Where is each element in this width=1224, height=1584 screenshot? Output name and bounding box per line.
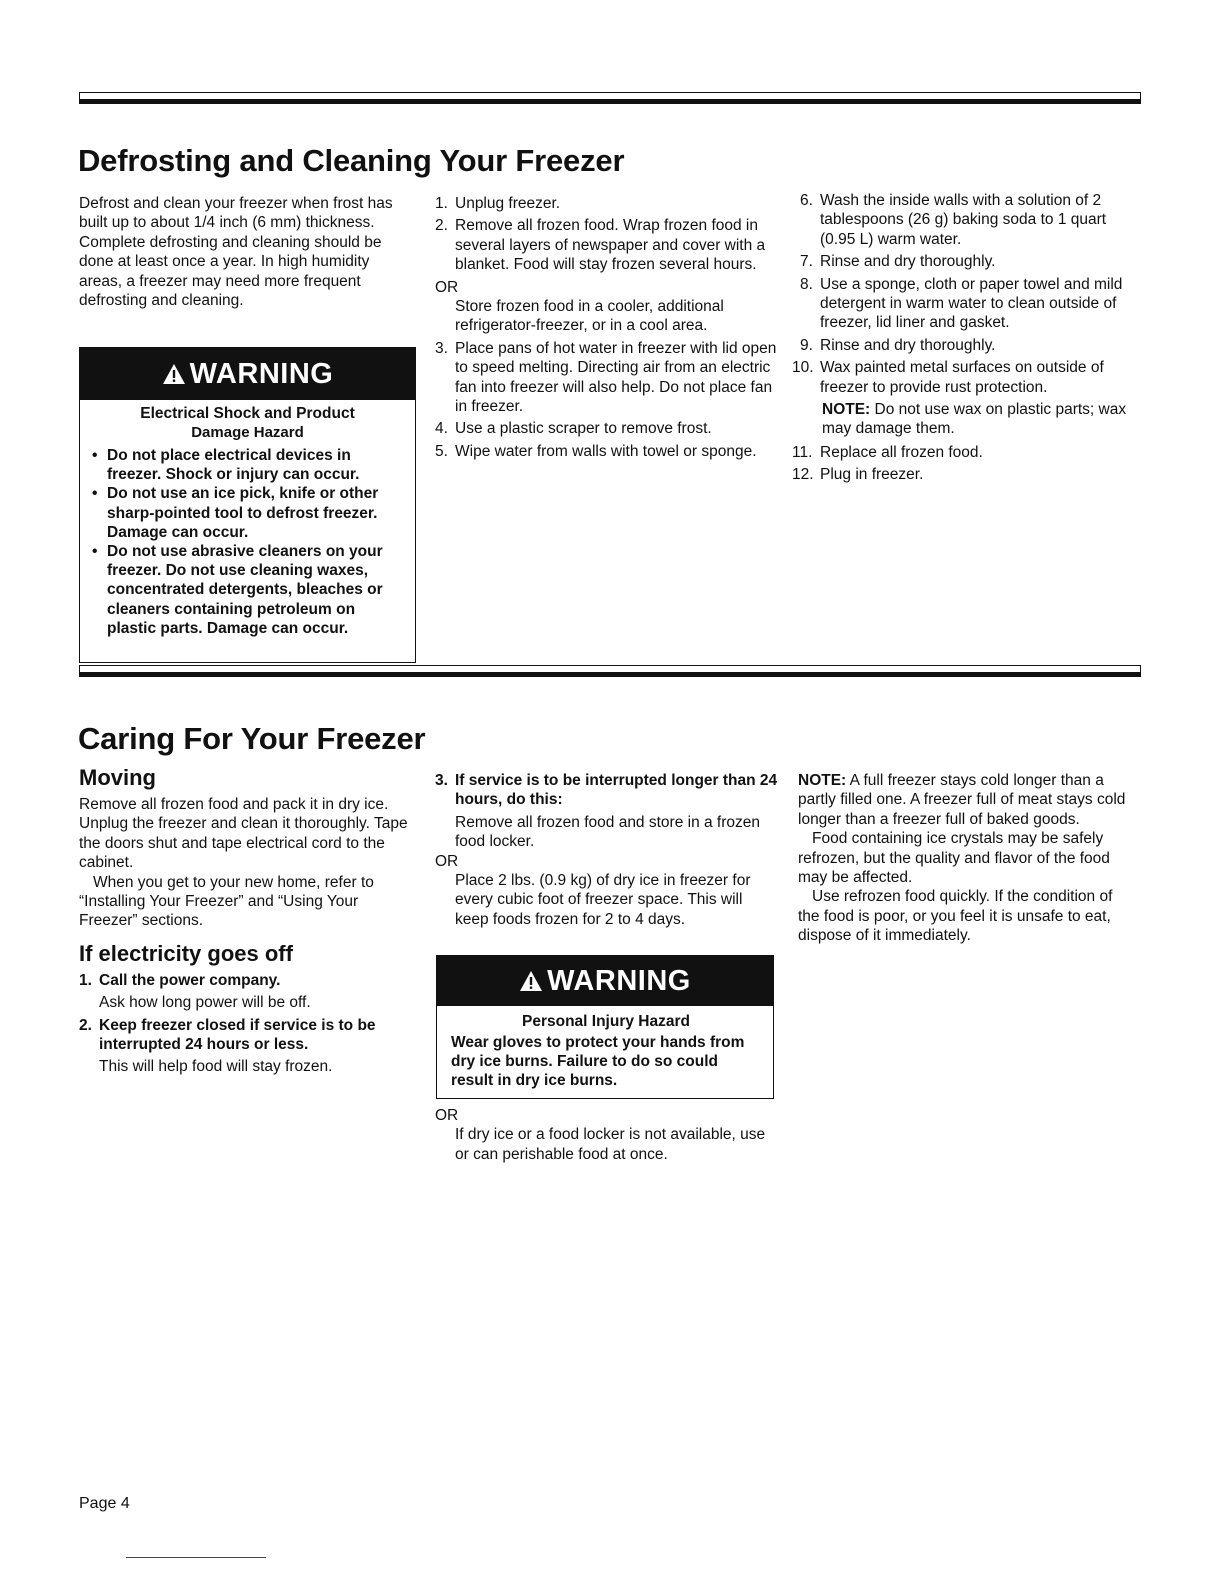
caring-middle-column-lower xyxy=(435,1106,780,1164)
defrost-intro-text: Defrost and clean your freezer when frost has built up to about 1/4 inch (6 mm) thickness. Complete defrosting and cleaning should be done at least once a year. In high humidity areas, a freezer may need more frequent defrosting and cleaning. xyxy=(79,195,393,310)
caring-note xyxy=(798,771,1138,829)
defrost-intro-column xyxy=(79,194,414,310)
warning-title: Electrical Shock and Product xyxy=(140,405,355,422)
step-item xyxy=(792,252,1132,271)
defrost-step-list-b xyxy=(435,339,780,461)
step-number: 12. xyxy=(792,466,814,484)
warning-item: • Do not use an ice pick, knife or other sharp-pointed tool to defrost freezer. Damage can occur. xyxy=(88,484,405,542)
warning-triangle-icon xyxy=(519,970,543,992)
step-item xyxy=(435,216,780,274)
section-title-defrosting: Defrosting and Cleaning Your Freezer xyxy=(78,143,625,178)
step-number: 7. xyxy=(800,253,813,271)
step-number: 11. xyxy=(792,443,813,461)
step-number: 9. xyxy=(800,336,813,354)
step-number: 2. xyxy=(435,217,448,235)
step-item xyxy=(435,419,780,438)
warning-list xyxy=(80,446,415,638)
step-item xyxy=(79,971,414,990)
warning-item: • Do not place electrical devices in freezer. Shock or injury can occur. xyxy=(88,446,405,484)
moving-text-2: When you get to your new home, refer to “Installing Your Freezer” and “Using Your Freezer” sections. xyxy=(79,873,374,930)
or-separator: OR xyxy=(435,278,459,296)
step-text: Replace all frozen food. xyxy=(820,443,983,461)
warning-label: WARNING xyxy=(189,357,334,390)
step-number: 10. xyxy=(792,359,814,377)
footer-line xyxy=(126,1557,266,1558)
step-text: Remove all frozen food. Wrap frozen food in several layers of newspaper and cover with a blanket. Food will stay frozen several hours. xyxy=(455,217,766,274)
step-item xyxy=(435,771,780,810)
step-number: 5. xyxy=(435,442,448,460)
step-item xyxy=(79,1016,414,1055)
defrost-steps-right xyxy=(792,191,1132,488)
warning-header xyxy=(437,956,773,1006)
step-number: 2. xyxy=(79,1016,92,1034)
warning-item: • Do not use abrasive cleaners on your freezer. Do not use cleaning waxes, concentrated detergents, bleaches or cleaners containing petroleum on plastic parts. Damage can occur. xyxy=(88,542,405,638)
note-label: NOTE: xyxy=(798,772,847,789)
step-text: Unplug freezer. xyxy=(455,195,561,212)
section-title-caring: Caring For Your Freezer xyxy=(78,721,426,756)
step-item xyxy=(792,465,1132,484)
caring-text: Use refrozen food quickly. If the condition of the food is poor, or you feel it is unsafe to eat, dispose of it immediately. xyxy=(798,888,1113,945)
service-step-list xyxy=(435,771,780,810)
or-separator: OR xyxy=(435,852,459,870)
step-item xyxy=(435,339,780,417)
warning-box-injury xyxy=(436,955,774,1099)
step-number: 1. xyxy=(79,971,92,989)
service-text: Remove all frozen food and store in a frozen food locker. xyxy=(455,813,761,851)
step-number: 1. xyxy=(435,195,448,212)
step-number: 3. xyxy=(435,339,448,357)
step-text: Rinse and dry thoroughly. xyxy=(820,336,996,354)
caring-text: Food containing ice crystals may be safely refrozen, but the quality and flavor of the food may be affected. xyxy=(798,830,1110,887)
note-text: Do not use wax on plastic parts; wax may damage them. xyxy=(822,401,1127,438)
step-item xyxy=(792,336,1132,355)
defrost-steps-middle xyxy=(435,194,780,464)
alternative-text: Store frozen food in a cooler, additional refrigerator-freezer, or in a cool area. xyxy=(455,298,724,335)
note-label: NOTE: xyxy=(822,401,871,419)
step-detail: This will help food will stay frozen. xyxy=(99,1058,333,1076)
step-text: Use a plastic scraper to remove frost. xyxy=(455,420,712,438)
defrost-step-list-c xyxy=(792,191,1132,397)
step-item xyxy=(792,275,1132,333)
step-text: Call the power company. xyxy=(99,971,281,989)
step-number: 4. xyxy=(435,420,448,438)
step-text: Rinse and dry thoroughly. xyxy=(820,253,996,271)
note-text: A full freezer stays cold longer than a partly filled one. A freezer full of meat stays cold longer than a freezer full of baked goods. xyxy=(798,772,1126,828)
section-divider-middle xyxy=(79,665,1141,677)
moving-text: Remove all frozen food and pack it in dry ice. Unplug the freezer and clean it thoroughly. Tape the doors shut and tape electrical cord to the cabinet. xyxy=(79,796,408,872)
section-divider-top xyxy=(79,92,1141,104)
warning-triangle-icon xyxy=(162,363,186,385)
electricity-step-list-2 xyxy=(79,1016,414,1055)
defrost-note xyxy=(792,400,1132,439)
step-text: Wash the inside walls with a solution of 2 tablespoons (26 g) baking soda to 1 quart (0.95 L) warm water. xyxy=(820,192,1107,248)
step-text: Plug in freezer. xyxy=(820,466,924,484)
step-text: Wipe water from walls with towel or sponge. xyxy=(455,442,757,460)
step-number: 8. xyxy=(800,275,813,293)
moving-heading: Moving xyxy=(79,765,156,790)
caring-middle-column xyxy=(435,771,780,929)
electricity-step-list xyxy=(79,971,414,990)
step-item xyxy=(792,191,1132,249)
step-item xyxy=(792,358,1132,397)
step-item xyxy=(435,442,780,461)
step-text: Use a sponge, cloth or paper towel and mild detergent in warm water to clean outside of freezer, lid liner and gasket. xyxy=(820,275,1123,332)
step-item xyxy=(792,443,1132,462)
warning-text: Wear gloves to protect your hands from dry ice burns. Failure to do so could result in dry ice burns. xyxy=(451,1034,745,1090)
service-text: If dry ice or a food locker is not available, use or can perishable food at once. xyxy=(455,1126,766,1163)
step-text: Wax painted metal surfaces on outside of freezer to provide rust protection. xyxy=(820,359,1104,396)
or-separator: OR xyxy=(435,1107,459,1124)
defrost-step-list-a xyxy=(435,194,780,275)
warning-subtitle: Damage Hazard xyxy=(191,424,304,441)
warning-label: WARNING xyxy=(547,964,691,997)
step-number: 6. xyxy=(800,192,813,209)
step-text: Keep freezer closed if service is to be interrupted 24 hours or less. xyxy=(99,1016,376,1054)
warning-title: Personal Injury Hazard xyxy=(522,1013,690,1030)
step-item xyxy=(435,194,780,213)
warning-header xyxy=(80,348,415,400)
warning-box-electrical xyxy=(79,347,416,663)
electricity-heading: If electricity goes off xyxy=(79,940,293,966)
step-number: 3. xyxy=(435,772,448,789)
step-text: Place pans of hot water in freezer with lid open to speed melting. Directing air from an electric fan into freezer will also help. Do not place fan in freezer. xyxy=(455,339,777,416)
caring-left-column xyxy=(79,765,414,1077)
service-text: Place 2 lbs. (0.9 kg) of dry ice in freezer for every cubic foot of freezer space. This will keep foods frozen for 2 to 4 days. xyxy=(455,872,751,928)
caring-right-column xyxy=(798,771,1138,946)
step-detail: Ask how long power will be off. xyxy=(99,994,311,1012)
step-text: If service is to be interrupted longer than 24 hours, do this: xyxy=(455,772,778,809)
page-number: Page 4 xyxy=(79,1495,130,1512)
defrost-step-list-d xyxy=(792,443,1132,485)
